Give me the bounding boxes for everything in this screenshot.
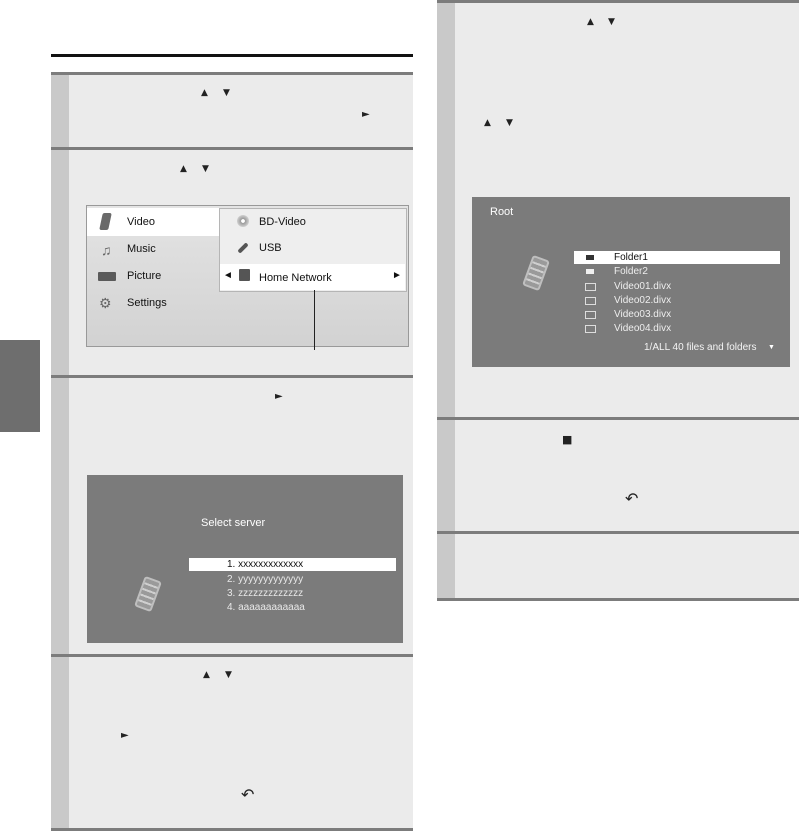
file-browser-screen <box>472 197 790 367</box>
server-title: Select server <box>201 517 266 529</box>
video-film-icon <box>134 576 162 612</box>
stop-icon: ■ <box>562 433 573 446</box>
server-item[interactable]: 4. aaaaaaaaaaaa <box>227 602 305 613</box>
menu-item-music[interactable]: Music <box>127 243 156 255</box>
file-item[interactable]: Folder2 <box>614 266 648 277</box>
right-arrow-icon: ► <box>362 109 370 120</box>
server-select-screen <box>87 475 403 643</box>
return-icon: ↶ <box>241 785 255 804</box>
bottom-rule-left <box>51 828 413 831</box>
step1-box <box>51 75 413 147</box>
film-icon <box>585 311 596 319</box>
down-arrow-icon: ▼ <box>225 670 232 680</box>
left-arrow-icon: ◄ <box>223 270 233 281</box>
menu-item-usb[interactable]: USB <box>259 242 282 254</box>
server-item[interactable]: 3. zzzzzzzzzzzzz <box>227 588 304 599</box>
right-arrow-icon: ► <box>275 391 283 402</box>
menu-item-bd-video[interactable]: BD-Video <box>259 216 306 228</box>
menu-item-video[interactable]: Video <box>127 216 155 228</box>
film-icon <box>585 297 596 305</box>
dropdown-icon[interactable]: ▼ <box>768 344 775 351</box>
settings-icon: ⚙ <box>99 295 112 311</box>
menu-item-home-network[interactable]: Home Network <box>259 272 332 284</box>
side-tab <box>0 340 40 432</box>
video-film-icon <box>522 255 550 291</box>
film-icon <box>585 325 596 333</box>
down-arrow-icon: ▼ <box>506 118 513 128</box>
return-icon: ↶ <box>625 489 639 508</box>
file-item[interactable]: Video03.divx <box>614 309 672 320</box>
menu-item-settings[interactable]: Settings <box>127 297 167 309</box>
file-item[interactable]: Video02.divx <box>614 295 672 306</box>
down-arrow-icon: ▼ <box>202 164 209 174</box>
disc-icon <box>237 215 249 227</box>
folder-icon <box>586 269 594 274</box>
file-highlight[interactable] <box>574 251 780 264</box>
file-count-footer: 1/ALL 40 files and folders <box>644 342 757 353</box>
up-arrow-icon: ▲ <box>484 118 491 128</box>
down-arrow-icon: ▼ <box>223 88 230 98</box>
step4-box <box>51 657 413 828</box>
network-icon <box>239 269 250 281</box>
menu-item-picture[interactable]: Picture <box>127 270 162 282</box>
down-arrow-icon: ▼ <box>608 17 615 27</box>
server-item[interactable]: 1. xxxxxxxxxxxxx <box>227 559 304 570</box>
step6-box <box>437 420 799 531</box>
callout-line <box>314 290 315 350</box>
folder-icon <box>586 255 594 260</box>
up-arrow-icon: ▲ <box>587 17 594 27</box>
top-rule <box>51 54 413 57</box>
bottom-rule-right <box>437 598 799 601</box>
home-menu-screen <box>86 205 409 347</box>
file-item[interactable]: Video04.divx <box>614 323 672 334</box>
film-icon <box>585 283 596 291</box>
file-item[interactable]: Video01.divx <box>614 281 672 292</box>
picture-icon <box>98 272 116 281</box>
up-arrow-icon: ▲ <box>180 164 187 174</box>
file-item[interactable]: Folder1 <box>614 252 648 263</box>
up-arrow-icon: ▲ <box>201 88 208 98</box>
music-icon: ♫ <box>101 242 112 258</box>
server-item[interactable]: 2. yyyyyyyyyyyyy <box>227 574 304 585</box>
step7-box <box>437 534 799 598</box>
up-arrow-icon: ▲ <box>203 670 210 680</box>
file-browser-title: Root <box>490 206 514 218</box>
right-arrow-icon: ► <box>392 270 402 281</box>
right-arrow-icon: ► <box>121 730 129 741</box>
